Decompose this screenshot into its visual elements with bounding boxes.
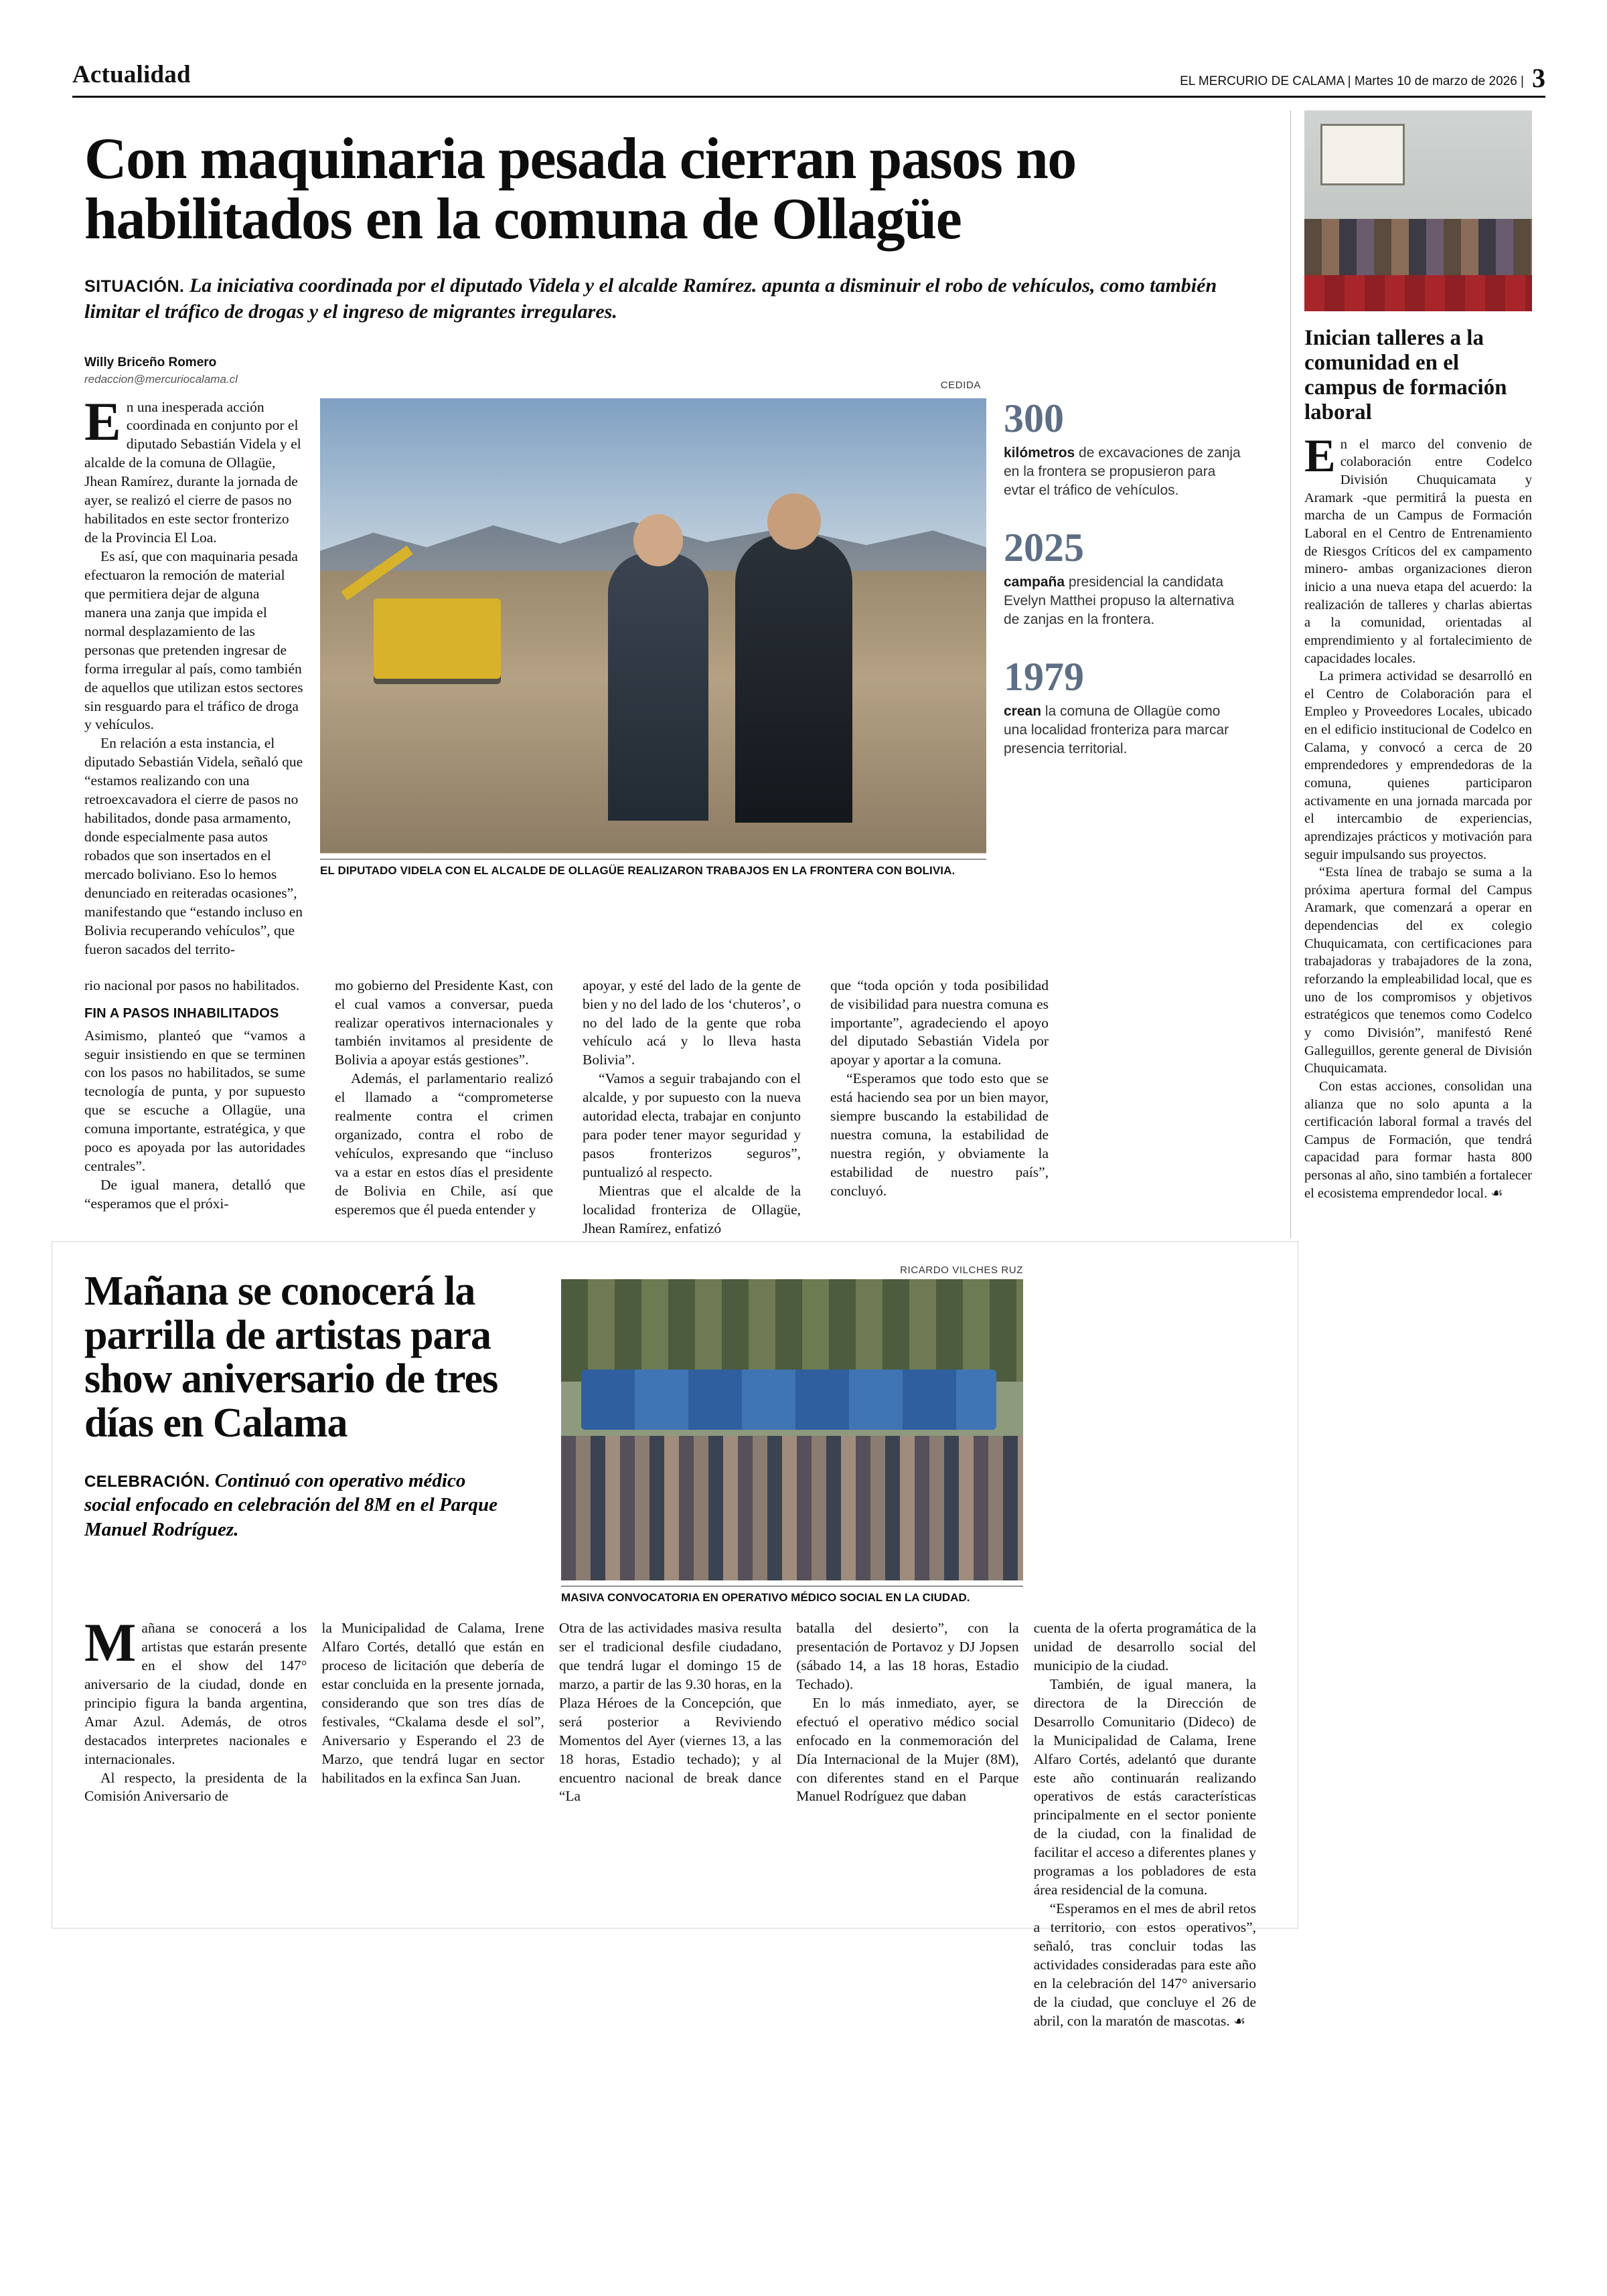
paragraph: En relación a esta instancia, el diputado Sebastián Videla, señaló que “estamos realizando con una retroexcavadora el cierre de pasos no habilitados, donde pasa armamento, donde especialmente pasa autos robados que son insertados en el mercado boliviano. Eso lo hemos denunciado en reiteradas ocasiones”, manifestando que “estando incluso en Bolivia recuperando vehículos”, que fueron sacados del territo-: [84, 735, 303, 957]
fact-number: 1979: [1004, 654, 1084, 699]
page-content: [72, 110, 1545, 1238]
paragraph: Además, el parlamentario realizó el llamado a “comprometerse realmente contra el crimen organizado, contra el robo de vehículos, expresando que “incluso va a estar en estos días el presidente de Bolivia en Chile, así que esperemos que él pueda entender y: [335, 1070, 553, 1218]
fact-text: [1004, 573, 1244, 630]
paragraph: “Esta línea de trabajo se suma a la próxima apertura formal del Campus Aramark, que comenzará a operar en dependencias del ex colegio Chuquicamata, con certificaciones para trabajadoras y trabajadores de la zona, reforzando la empleabilidad local, que es uno de los compromisos y objetivos estratégicos que tenemos como Codelco y como División”, manifestó René Galleguillos, gerente general de División Chuquicamata.: [1304, 865, 1532, 1076]
paragraph: De igual manera, detalló que “esperamos que el próxi-: [84, 1177, 305, 1212]
paragraph: Mientras que el alcalde de la localidad fronteriza de Ollagüe, Jhean Ramírez, enfatizó: [583, 1182, 801, 1236]
paragraph: [1304, 1078, 1532, 1202]
dropcap: M: [84, 1612, 137, 1673]
main-article: [72, 110, 1270, 1238]
paragraph-text: añana se conocerá a los artistas que estarán presente en el show del 147° aniversario de la ciudad, donde en principio figura la banda argentina, Amar Azul. Además, de otros destacados interpretes nacionales e internacionales.: [84, 1620, 307, 1767]
byline: [84, 355, 1270, 386]
person-shape: [735, 535, 852, 823]
lower-photo-caption: MASIVA CONVOCATORIA EN OPERATIVO MÉDICO SOCIAL EN LA CIUDAD.: [561, 1586, 1023, 1605]
fact-body: presidencial la candidata Evelyn Matthei propuso la alternativa de zanjas en la frontera.: [1004, 574, 1235, 628]
lower-column-3: [559, 1619, 796, 2031]
lower-photo-block: [561, 1264, 1023, 1605]
paragraph-text: n el marco del convenio de colaboración entre Codelco División Chuquicamata y Aramark -que permitirá la puesta en marcha de un Campus de Formación Laboral en el Centro de Entrenamiento de Riesgos Críticos del ex campamento minero- ambas organizaciones dieron inicio a una nueva etapa del acuerdo: la realización de talleres y charlas abiertas a la comunidad, orientadas al emprendimiento y al fortalecimiento de capacidades locales.: [1304, 436, 1532, 666]
standfirst-kicker: SITUACIÓN.: [84, 276, 185, 296]
paragraph: Es así, que con maquinaria pesada efectuaron la remoción de material que permitiera dejar de alguna manera una zanja que impida el normal desplazamiento de las personas que pretenden ingresar de forma irregular al país, como también de aquellos que utilizan estos sectores sin resguardo para el tráfico de droga y vehículos.: [84, 548, 303, 733]
facts-list: [986, 398, 1244, 959]
paragraph: En lo más inmediato, ayer, se efectuó el operativo médico social enfocado en la conmemoración del Día Internacional de la Mujer (8M), con diferentes stand en el Parque Manuel Rodríguez que daban: [796, 1694, 1019, 1805]
lower-column-5: [1034, 1619, 1271, 2031]
fact-text: [1004, 444, 1244, 501]
paragraph: También, de igual manera, la directora de la Dirección de Desarrollo Comunitario (Dideco) de la Municipalidad de Calama, Irene Alfaro Cortés, adelantó que durante este año continuarán realizando operativos de estás características principalmente en el sector poniente de la ciudad, con la finalidad de facilitar el acceso a diferentes planes y programas a los pobladores de esta área residencial de la comuna.: [1033, 1675, 1257, 1898]
paragraph: rio nacional por pasos no habilitados.: [84, 977, 300, 993]
fact-lead: campaña: [1004, 574, 1065, 590]
masthead-meta: [1180, 63, 1545, 93]
body-column-1: [72, 390, 320, 959]
byline-email: redaccion@mercuriocalama.cl: [84, 372, 238, 386]
photo-credit: CEDIDA: [940, 379, 981, 391]
paragraph: batalla del desierto”, con la presentación de Portavoz y DJ Jopsen (sábado 14, a las 18 horas, Estadio Techado).: [796, 1620, 1019, 1692]
fact-item: [1004, 398, 1244, 501]
paragraph-text: “Esperamos en el mes de abril retos a territorio, con estos operativos”, señaló, tras concluir todas las actividades consideradas para este año en la celebración del 147° aniversario de la ciudad, que concluye el 26 de abril, con la maratón de mascotas.: [1033, 1900, 1257, 2029]
paragraph: [1034, 1900, 1256, 2031]
fact-text: [1004, 702, 1244, 759]
lower-column-4: [796, 1619, 1033, 2031]
paragraph: apoyar, y esté del lado de la gente de bien y no del lado de los ‘chuteros’, o no del lado de la gente que roba vehículo acá y lo lleva hasta Bolivia”.: [583, 977, 801, 1068]
lower-article: [52, 1242, 1298, 2029]
main-photo: [320, 398, 986, 853]
side-headline: Inician talleres a la comunidad en el campus de formación laboral: [1304, 326, 1507, 424]
fact-item: [1004, 527, 1244, 630]
paragraph: cuenta de la oferta programática de la unidad de desarrollo social del municipio de la ciudad.: [1033, 1620, 1257, 1673]
dropcap: E: [84, 390, 121, 452]
paragraph: mo gobierno del Presidente Kast, con el cual vamos a conversar, pueda realizar operativos internacionales y también invitamos al presidente de Bolivia a apoyar estás gestiones”.: [335, 977, 553, 1068]
lower-photo-credit: RICARDO VILCHES RUZ: [900, 1264, 1023, 1276]
fact-lead: kilómetros: [1004, 444, 1075, 461]
lower-headline: Mañana se conocerá la parrilla de artistas para show aniversario de tres días en Calama: [84, 1268, 498, 1447]
body-column-4: [568, 977, 816, 1238]
fact-body: de excavaciones de zanja en la frontera se propusieron para evtar el tráfico de vehículos.: [1004, 444, 1241, 499]
paragraph: [84, 390, 305, 548]
paragraph-text: Con estas acciones, consolidan una alianza que no solo apunta a la certificación laboral formal a través del Campus de Formación, que tendrá capacidad para formar hasta 800 personas al año, sino también a fortalecer el ecosistema emprendedor local.: [1304, 1078, 1532, 1201]
fact-lead: crean: [1004, 703, 1042, 719]
paragraph: “Esperamos que todo esto que se está haciendo sea por un bien mayor, siempre buscando la estabilidad de nuestra comuna, la estabilidad de nuestra región, y obviamente la estabilidad de nuestro país”, concluyó.: [830, 1070, 1049, 1199]
main-standfirst: [84, 272, 1249, 325]
paragraph-text: n una inesperada acción coordinada en conjunto por el diputado Sebastián Videla y el alcalde de la comuna de Ollagüe, Jhean Ramírez, durante la jornada de ayer, se realizó el cierre de pasos no habilitados en este sector fronterizo de la Provincia El Loa.: [84, 398, 301, 546]
end-mark: ☙: [1490, 1185, 1503, 1201]
lower-column-2: [321, 1619, 558, 2031]
paragraph: La primera actividad se desarrolló en el Centro de Colaboración para el Empleo y Proveedores Locales, ubicado en el edificio institucional de Codelco en Calama, y convocó a cerca de 20 emprendedores y emprendedoras de la comuna, quienes participaron activamente en una jornada marcada por el intercambio de experiencias, aprendizajes prácticos y motivación para seguir impulsando sus proyectos.: [1304, 669, 1532, 862]
main-headline: Con maquinaria pesada cierran pasos no habilitados en la comuna de Ollagüe: [84, 127, 1076, 252]
side-article: [1290, 110, 1545, 1238]
paragraph: “Vamos a seguir trabajando con el alcalde, y por supuesto con la nueva autoridad electa, trabajar en conjunto para poder tener mayor seguridad y pasos fronterizos seguros”, puntualizó al respecto.: [583, 1070, 801, 1180]
main-photo-caption: EL DIPUTADO VIDELA CON EL ALCALDE DE OLLAGÜE REALIZARON TRABAJOS EN LA FRONTERA CON BOLIVIA.: [320, 859, 986, 878]
paragraph: Asimismo, planteó que “vamos a seguir insistiendo en que se terminen con los pasos no habilitados, se sume tecnología de punta, y por supuesto que se escuche a Ollagüe, una comuna importante, estratégica, y que poco es apoyada por las autoridades centrales”.: [84, 1027, 305, 1175]
end-mark: ☙: [1233, 2014, 1246, 2029]
paragraph: que “toda opción y toda posibilidad de visibilidad para nuestra comuna es importante”, agradeciendo el apoyo del diputado Sebastián Videla por apoyar y aportar a la comuna.: [830, 977, 1049, 1068]
main-photo-block: [320, 379, 986, 959]
side-photo: [1304, 110, 1532, 311]
subheading: FIN A PASOS INHABILITADOS: [84, 1005, 279, 1021]
lower-column-1: [84, 1612, 321, 2031]
side-body: [1304, 430, 1532, 1203]
body-column-2: [72, 977, 320, 1238]
byline-author: Willy Briceño Romero: [84, 355, 217, 370]
standfirst-kicker: CELEBRACIÓN.: [84, 1472, 210, 1491]
fact-number: 300: [1004, 396, 1064, 440]
body-column-3: [320, 977, 568, 1238]
body-column-5: [816, 977, 1063, 1238]
paragraph: [84, 1612, 307, 1769]
lower-standfirst: [84, 1469, 513, 1542]
fact-number: 2025: [1004, 525, 1084, 570]
publication-info: EL MERCURIO DE CALAMA | Martes 10 de marzo de 2026 |: [1180, 74, 1524, 88]
lower-photo: [561, 1279, 1023, 1580]
person-shape: [608, 553, 708, 821]
standfirst-text: La iniciativa coordinada por el diputado Videla y el alcalde Ramírez. apunta a disminuir el robo de vehículos, como también limitar el tráfico de drogas y el ingreso de migrantes irregulares.: [84, 274, 1217, 323]
page-number: 3: [1532, 63, 1545, 93]
fact-item: [1004, 654, 1244, 759]
paragraph: Al respecto, la presidenta de la Comisión Aniversario de: [84, 1769, 307, 1805]
excavator-shape: [374, 598, 501, 679]
standfirst-text: Continuó con operativo médico social enfocado en celebración del 8M en el Parque Manuel Rodríguez.: [84, 1469, 498, 1540]
lower-body-columns: [84, 1612, 1271, 2031]
dropcap: E: [1304, 430, 1336, 482]
masthead: [72, 60, 1545, 98]
paragraph: [1304, 430, 1532, 667]
section-title: Actualidad: [72, 61, 191, 88]
paragraph: la Municipalidad de Calama, Irene Alfaro Cortés, detalló que están en proceso de licitación que debería de estar concluida en la presente jornada, considerando que son tres días de festivales, “Ckalama desde el sol”, Aniversario y Esperando el 23 de Marzo, que tendrá lugar en sector habilitados en la exfinca San Juan.: [321, 1620, 544, 1786]
paragraph: Otra de las actividades masiva resulta ser el tradicional desfile ciudadano, que tendrá lugar el domingo 15 de marzo, a partir de las 9.30 horas, en la Plaza Héroes de la Concepción, que será posterior a Reviviendo Momentos del Ayer (viernes 13, a las 18 horas, Estadio techado); y al encuentro nacional de break dance “La: [558, 1620, 782, 1805]
fact-body: la comuna de Ollagüe como una localidad fronteriza para marcar presencia territorial.: [1004, 703, 1229, 757]
main-body-columns: [72, 977, 1270, 1238]
